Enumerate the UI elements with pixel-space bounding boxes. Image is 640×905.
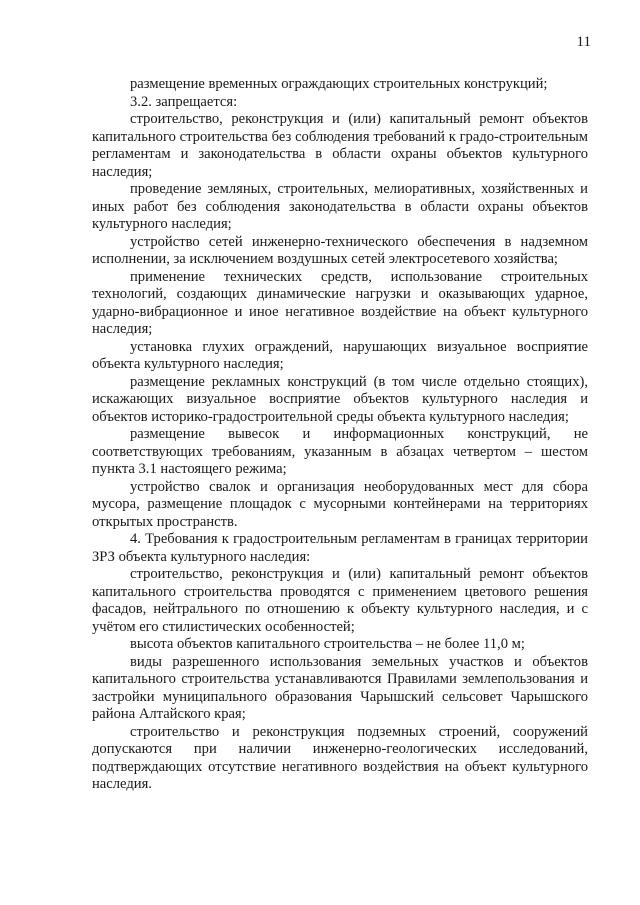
paragraph: строительство и реконструкция подземных строений, сооружений допускаются при наличии инженерно-геологических исследований, подтверждающих отсутствие негативного воздействия на объект культурного наследия.	[92, 723, 588, 792]
paragraph: 4. Требования к градостроительным регламентам в границах территории ЗРЗ объекта культурного наследия:	[92, 531, 588, 565]
paragraph: установка глухих ограждений, нарушающих визуальное восприятие объекта культурного наследия;	[92, 338, 588, 372]
paragraph: строительство, реконструкция и (или) капитальный ремонт объектов капитального строительства проводятся с применением цветового решения фасадов, нейтрального по отношению к объекту культурного наследия, и с учётом его стилистических особенностей;	[92, 566, 588, 635]
paragraph: размещение временных ограждающих строительных конструкций;	[130, 76, 548, 92]
paragraph: устройство свалок и организация необорудованных мест для сбора мусора, размещение площадок с мусорными контейнерами на территориях открытых пространств.	[92, 478, 588, 530]
document-body	[92, 76, 588, 794]
paragraph: 3.2. запрещается:	[130, 93, 238, 110]
paragraph: размещение вывесок и информационных конструкций, не соответствующих требованиям, указанным в абзацах четвертом – шестом пункта 3.1 настоящего режима;	[92, 426, 588, 477]
paragraph: высота объектов капитального строительства – не более 11,0 м;	[130, 636, 525, 652]
paragraph: строительство, реконструкция и (или) капитальный ремонт объектов капитального строительства без соблюдения требований к градо-строительным регламентам и законодательства в области охраны объектов культурного наследия;	[92, 111, 588, 180]
page-number: 11	[576, 34, 591, 50]
paragraph: применение технических средств, использование строительных технологий, создающих динамические нагрузки и оказывающих ударное, ударно-вибрационное и иное негативное воздействие на объект культурного наследия;	[92, 268, 588, 337]
paragraph: устройство сетей инженерно-технического обеспечения в надземном исполнении, за исключением воздушных сетей электросетевого хозяйства;	[92, 233, 588, 267]
paragraph: проведение земляных, строительных, мелиоративных, хозяйственных и иных работ без соблюдения законодательства в области охраны объектов культурного наследия;	[92, 181, 588, 232]
paragraph: виды разрешенного использования земельных участков и объектов капитального строительства устанавливаются Правилами землепользования и застройки муниципального образования Чарышский сельсовет Чарышского района Алтайского края;	[92, 653, 588, 722]
paragraph: размещение рекламных конструкций (в том числе отдельно стоящих), искажающих визуальное восприятие объектов культурного наследия и объектов историко-градостроительной среды объекта культурного наследия;	[92, 373, 588, 425]
